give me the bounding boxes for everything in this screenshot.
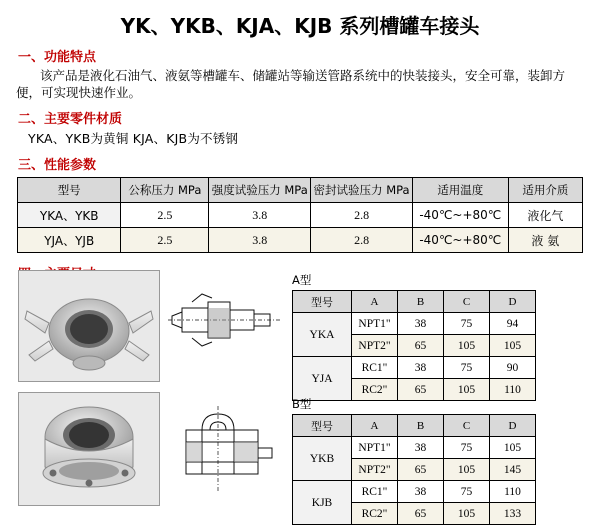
perf-r0-c5: 液化气 [508, 203, 582, 228]
dim-a-header-2: B [398, 291, 444, 313]
perf-header-0: 型号 [18, 178, 121, 203]
perf-r0-c3: 2.8 [311, 203, 413, 228]
dimension-table-a [292, 290, 536, 401]
perf-r1-c4: -40℃~+80℃ [412, 228, 508, 253]
section-two-heading: 二、主要零件材质 [18, 112, 123, 127]
dim-a-r3-c3: 105 [444, 379, 490, 401]
dim-b-r1-c4: 145 [490, 459, 536, 481]
drawing-b-image [168, 400, 280, 500]
dim-a-r0-c1: NPT1" [352, 313, 398, 335]
block-b-label: B型 [292, 397, 312, 411]
dim-b-header-4: D [490, 415, 536, 437]
dim-a-header-4: D [490, 291, 536, 313]
dim-b-header-1: A [352, 415, 398, 437]
perf-header-2: 强度试验压力 MPa [209, 178, 311, 203]
dim-b-r0-c3: 75 [444, 437, 490, 459]
photo-a-image [19, 271, 159, 381]
dimension-table-b [292, 414, 536, 525]
dim-a-r1-c3: 105 [444, 335, 490, 357]
perf-r1-c2: 3.8 [209, 228, 311, 253]
dim-a-r1-c2: 65 [398, 335, 444, 357]
dim-b-r3-c4: 133 [490, 503, 536, 525]
dim-b-r1-c2: 65 [398, 459, 444, 481]
dim-a-r0-model: YKA [293, 313, 352, 357]
perf-header-5: 适用介质 [508, 178, 582, 203]
dim-a-r3-c1: RC2" [352, 379, 398, 401]
block-a-label: A型 [292, 273, 312, 287]
dim-a-r2-c2: 38 [398, 357, 444, 379]
dim-b-r3-c1: RC2" [352, 503, 398, 525]
dim-a-r0-c3: 75 [444, 313, 490, 335]
dim-b-r3-c3: 105 [444, 503, 490, 525]
drawing-a-image [168, 272, 280, 372]
dim-a-r2-c3: 75 [444, 357, 490, 379]
dim-b-r0-c4: 105 [490, 437, 536, 459]
perf-r0-c0: YKA、YKB [18, 203, 121, 228]
dim-a-r0-c2: 38 [398, 313, 444, 335]
dim-b-header-3: C [444, 415, 490, 437]
dim-b-r2-c3: 75 [444, 481, 490, 503]
dim-b-header-0: 型号 [293, 415, 352, 437]
dim-a-r3-c4: 110 [490, 379, 536, 401]
perf-r1-c3: 2.8 [311, 228, 413, 253]
dim-a-r3-c2: 65 [398, 379, 444, 401]
perf-r0-c2: 3.8 [209, 203, 311, 228]
table-row [293, 313, 536, 335]
dim-a-r2-c1: RC1" [352, 357, 398, 379]
perf-r1-c1: 2.5 [121, 228, 209, 253]
dim-a-header-0: 型号 [293, 291, 352, 313]
table-header-row [293, 291, 536, 313]
performance-table [17, 177, 583, 253]
section-two-body: YKA、YKB为黄铜 KJA、KJB为不锈钢 [28, 131, 239, 146]
perf-header-1: 公称压力 MPa [121, 178, 209, 203]
dim-b-r2-c1: RC1" [352, 481, 398, 503]
section-one-heading: 一、功能特点 [18, 50, 97, 65]
perf-r0-c4: -40℃~+80℃ [412, 203, 508, 228]
dim-a-r2-c4: 90 [490, 357, 536, 379]
dim-b-r3-c2: 65 [398, 503, 444, 525]
dim-b-r0-model: YKB [293, 437, 352, 481]
table-row [18, 203, 583, 228]
dim-a-r1-c4: 105 [490, 335, 536, 357]
perf-header-3: 密封试验压力 MPa [311, 178, 413, 203]
dim-b-r1-c1: NPT2" [352, 459, 398, 481]
technical-drawing-a [168, 272, 280, 372]
product-photo-a [18, 270, 160, 382]
perf-header-4: 适用温度 [412, 178, 508, 203]
dim-a-header-1: A [352, 291, 398, 313]
table-row [293, 437, 536, 459]
product-photo-b [18, 392, 160, 506]
table-row [18, 228, 583, 253]
dim-b-r2-c2: 38 [398, 481, 444, 503]
table-header-row [18, 178, 583, 203]
table-row [293, 481, 536, 503]
table-row [293, 357, 536, 379]
dim-b-r1-c3: 105 [444, 459, 490, 481]
dim-b-r0-c1: NPT1" [352, 437, 398, 459]
photo-b-image [19, 393, 159, 505]
dim-b-header-2: B [398, 415, 444, 437]
perf-r0-c1: 2.5 [121, 203, 209, 228]
dim-a-r2-model: YJA [293, 357, 352, 401]
section-one-body: 该产品是液化石油气、液氨等槽罐车、储罐站等输送管路系统中的快装接头，安全可靠，装卸方便，可实现快速作业。 [16, 68, 566, 100]
dim-b-r2-model: KJB [293, 481, 352, 525]
page-title: YK、YKB、KJA、KJB 系列槽罐车接头 [120, 14, 480, 38]
dim-b-r0-c2: 38 [398, 437, 444, 459]
dim-a-r0-c4: 94 [490, 313, 536, 335]
perf-r1-c0: YJA、YJB [18, 228, 121, 253]
technical-drawing-b [168, 400, 280, 500]
dim-a-header-3: C [444, 291, 490, 313]
section-three-heading: 三、性能参数 [18, 158, 97, 173]
perf-r1-c5: 液 氨 [508, 228, 582, 253]
dim-a-r1-c1: NPT2" [352, 335, 398, 357]
dim-b-r2-c4: 110 [490, 481, 536, 503]
table-header-row [293, 415, 536, 437]
